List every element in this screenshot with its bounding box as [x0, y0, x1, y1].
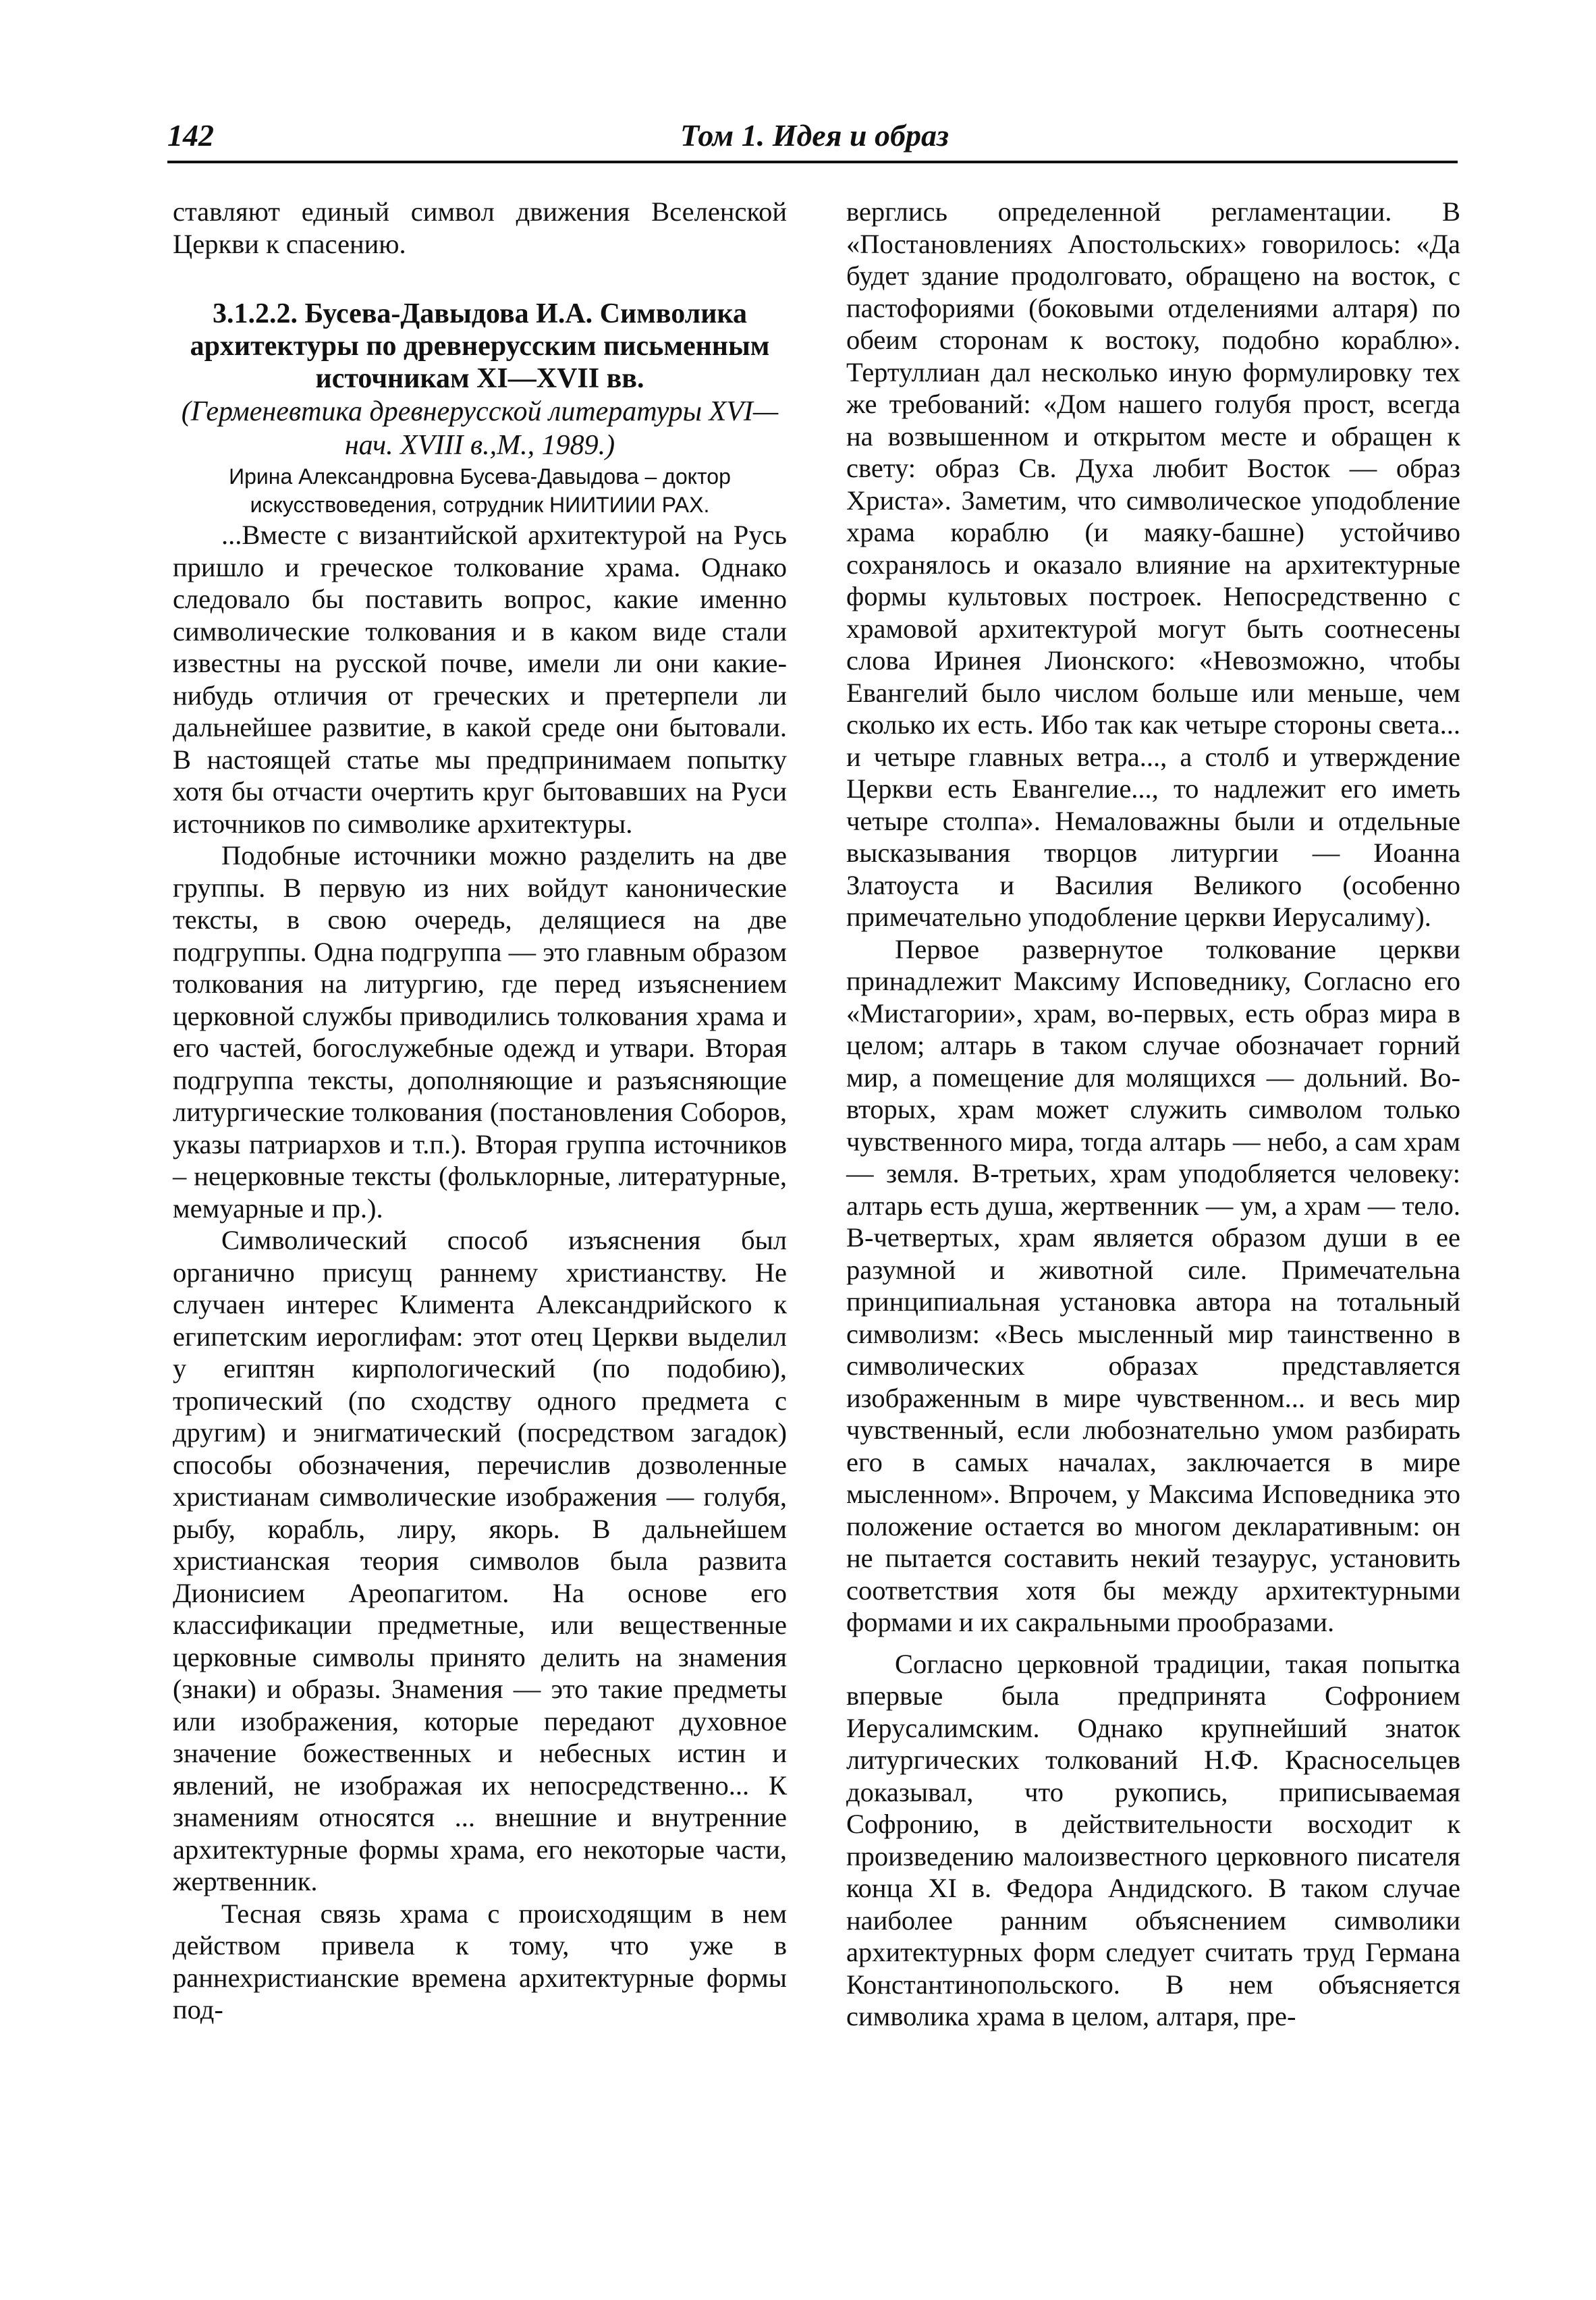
author-note: Ирина Александровна Бусева-Давыдова – доктор искусствоведения, сотрудник НИИТИИИ РАХ.	[229, 464, 731, 517]
page-header	[167, 113, 1458, 163]
body-paragraph: Подобные источники можно разделить на две группы. В первую из них войдут канонические тексты, в свою очередь, делящиеся на две подгруппы. Одна подгруппа — это главным образом толкования на литургию, где перед изъяснением церковной службы приводились толкования храма и его частей, богослужебные одежд и утвари. Вторая подгруппа тексты, дополняющие и разъясняющие литургические толкования (постановления Соборов, указы патриархов и т.п.). Вторая группа источников – нецерковные тексты (фольклорные, литературные, мемуарные и пр.).	[173, 840, 787, 1224]
carryover-paragraph: ставляют единый символ движения Вселенской Церкви к спасению.	[173, 196, 787, 259]
page-number: 142	[167, 118, 214, 153]
body-paragraph: Тесная связь храма с происходящим в нем действом привела к тому, что уже в раннехристианские времена архитектурные формы под-	[173, 1898, 787, 2025]
body-paragraph: Согласно церковной традиции, такая попытка впервые была предпринята Софронием Иерусалимским. Однако крупнейший знаток литургических толкований Н.Ф. Красносельцев доказывал, что рукопись, приписываемая Софронию, в действительности восходит к произведению малоизвестного церковного писателя конца XI в. Федора Андидского. В таком случае наиболее ранним объяснением символики архитектурных форм следует считать труд Германа Константинопольского. В нем объясняется символика храма в целом, алтаря, пре-	[846, 1648, 1460, 2031]
running-title: Том 1. Идея и образ	[680, 118, 949, 153]
body-paragraph: верглись определенной регламентации. В «Постановлениях Апостольских» говорилось: «Да будет здание продолговато, обращено на восток, с пастофориями (боковыми отделениями алтаря) по обеим сторонам к востоку, подобно кораблю». Тертуллиан дал несколько иную формулировку тех же требований: «Дом нашего голубя прост, всегда на возвышенном и открытом месте и обращен к свету: образ Св. Духа любит Восток — образ Христа». Заметим, что символическое уподобление храма кораблю (и маяку-башне) устойчиво сохранялось и оказало влияние на архитектурные формы культовых построек. Непосредственно с храмовой архитектурой могут быть соотнесены слова Иринея Лионского: «Невозможно, чтобы Евангелий было числом больше или меньше, чем сколько их есть. Ибо так как четыре стороны света... и четыре главных ветра..., а столб и утверждение Церкви есть Евангелие..., то надлежит его иметь четыре столпа». Немаловажны были и отдельные высказывания творцов литургии — Иоанна Златоуста и Василия Великого (особенно примечательно уподобление церкви Иерусалиму).	[846, 196, 1460, 932]
body-paragraph: Символический способ изъяснения был органично присущ раннему христианству. Не случаен интерес Климента Александрийского к египетским иероглифам: этот отец Церкви выделил у египтян кирпологический (по подобию), тропический (по сходству одного предмета с другим) и энигматический (посредством загадок) способы обозначения, перечислив дозволенные христианам символические изображения — голубя, рыбу, корабль, лиру, якорь. В дальнейшем христианская теория символов была развита Дионисием Ареопагитом. На основе его классификации предметные, или вещественные церковные символы принято делить на знамения (знаки) и образы. Знамения — это такие предметы или изображения, которые передают духовное значение божественных и небесных истин и явлений, не изображая их непосредственно... К знамениям относятся ... внешние и внутренние архитектурные формы храма, его некоторые части, жертвенник.	[173, 1225, 787, 1896]
body-paragraph: ...Вместе с византийской архитектурой на Русь пришло и греческое толкование храма. Однако следовало бы поставить вопрос, какие именно символические толкования и в каком виде стали известны на русской почве, имели ли они какие-нибудь отличия от греческих и претерпели ли дальнейшее развитие, в какой среде они бытовали. В настоящей статье мы предпринимаем попытку хотя бы отчасти очертить круг бытовавших на Руси источников по символике архитектуры.	[173, 520, 787, 839]
left-column	[173, 196, 787, 2026]
right-column	[846, 196, 1460, 2033]
source-citation: (Герменевтика древнерусской литературы XVI— нач. XVIII в.,М., 1989.)	[181, 396, 779, 461]
section-heading: 3.1.2.2. Бусева-Давыдова И.А. Символика архитектуры по древнерусским письменным источникам XI—XVII вв.	[190, 298, 770, 394]
body-paragraph: Первое развернутое толкование церкви принадлежит Максиму Исповеднику, Согласно его «Мистагории», храм, во-первых, есть образ мира в целом; алтарь в таком случае обозначает горний мир, а помещение для молящихся — дольний. Во-вторых, храм может служить символом только чувственного мира, тогда алтарь — небо, а сам храм — земля. В-третьих, храм уподобляется человеку: алтарь есть душа, жертвенник — ум, а храм — тело. В-четвертых, храм является образом души в ее разумной и животной силе. Примечательна принципиальная установка автора на тотальный символизм: «Весь мысленный мир таинственно в символических образах представляется изображенным в мире чувственном... и весь мир чувственный, если любознательно умом разбирать его в самых началах, заключается в мире мысленном». Впрочем, у Максима Исповедника это положение остается во многом декларативным: он не пытается составить некий тезаурус, установить соответствия хотя бы между архитектурными формами и их сакральными прообразами.	[846, 933, 1460, 1637]
